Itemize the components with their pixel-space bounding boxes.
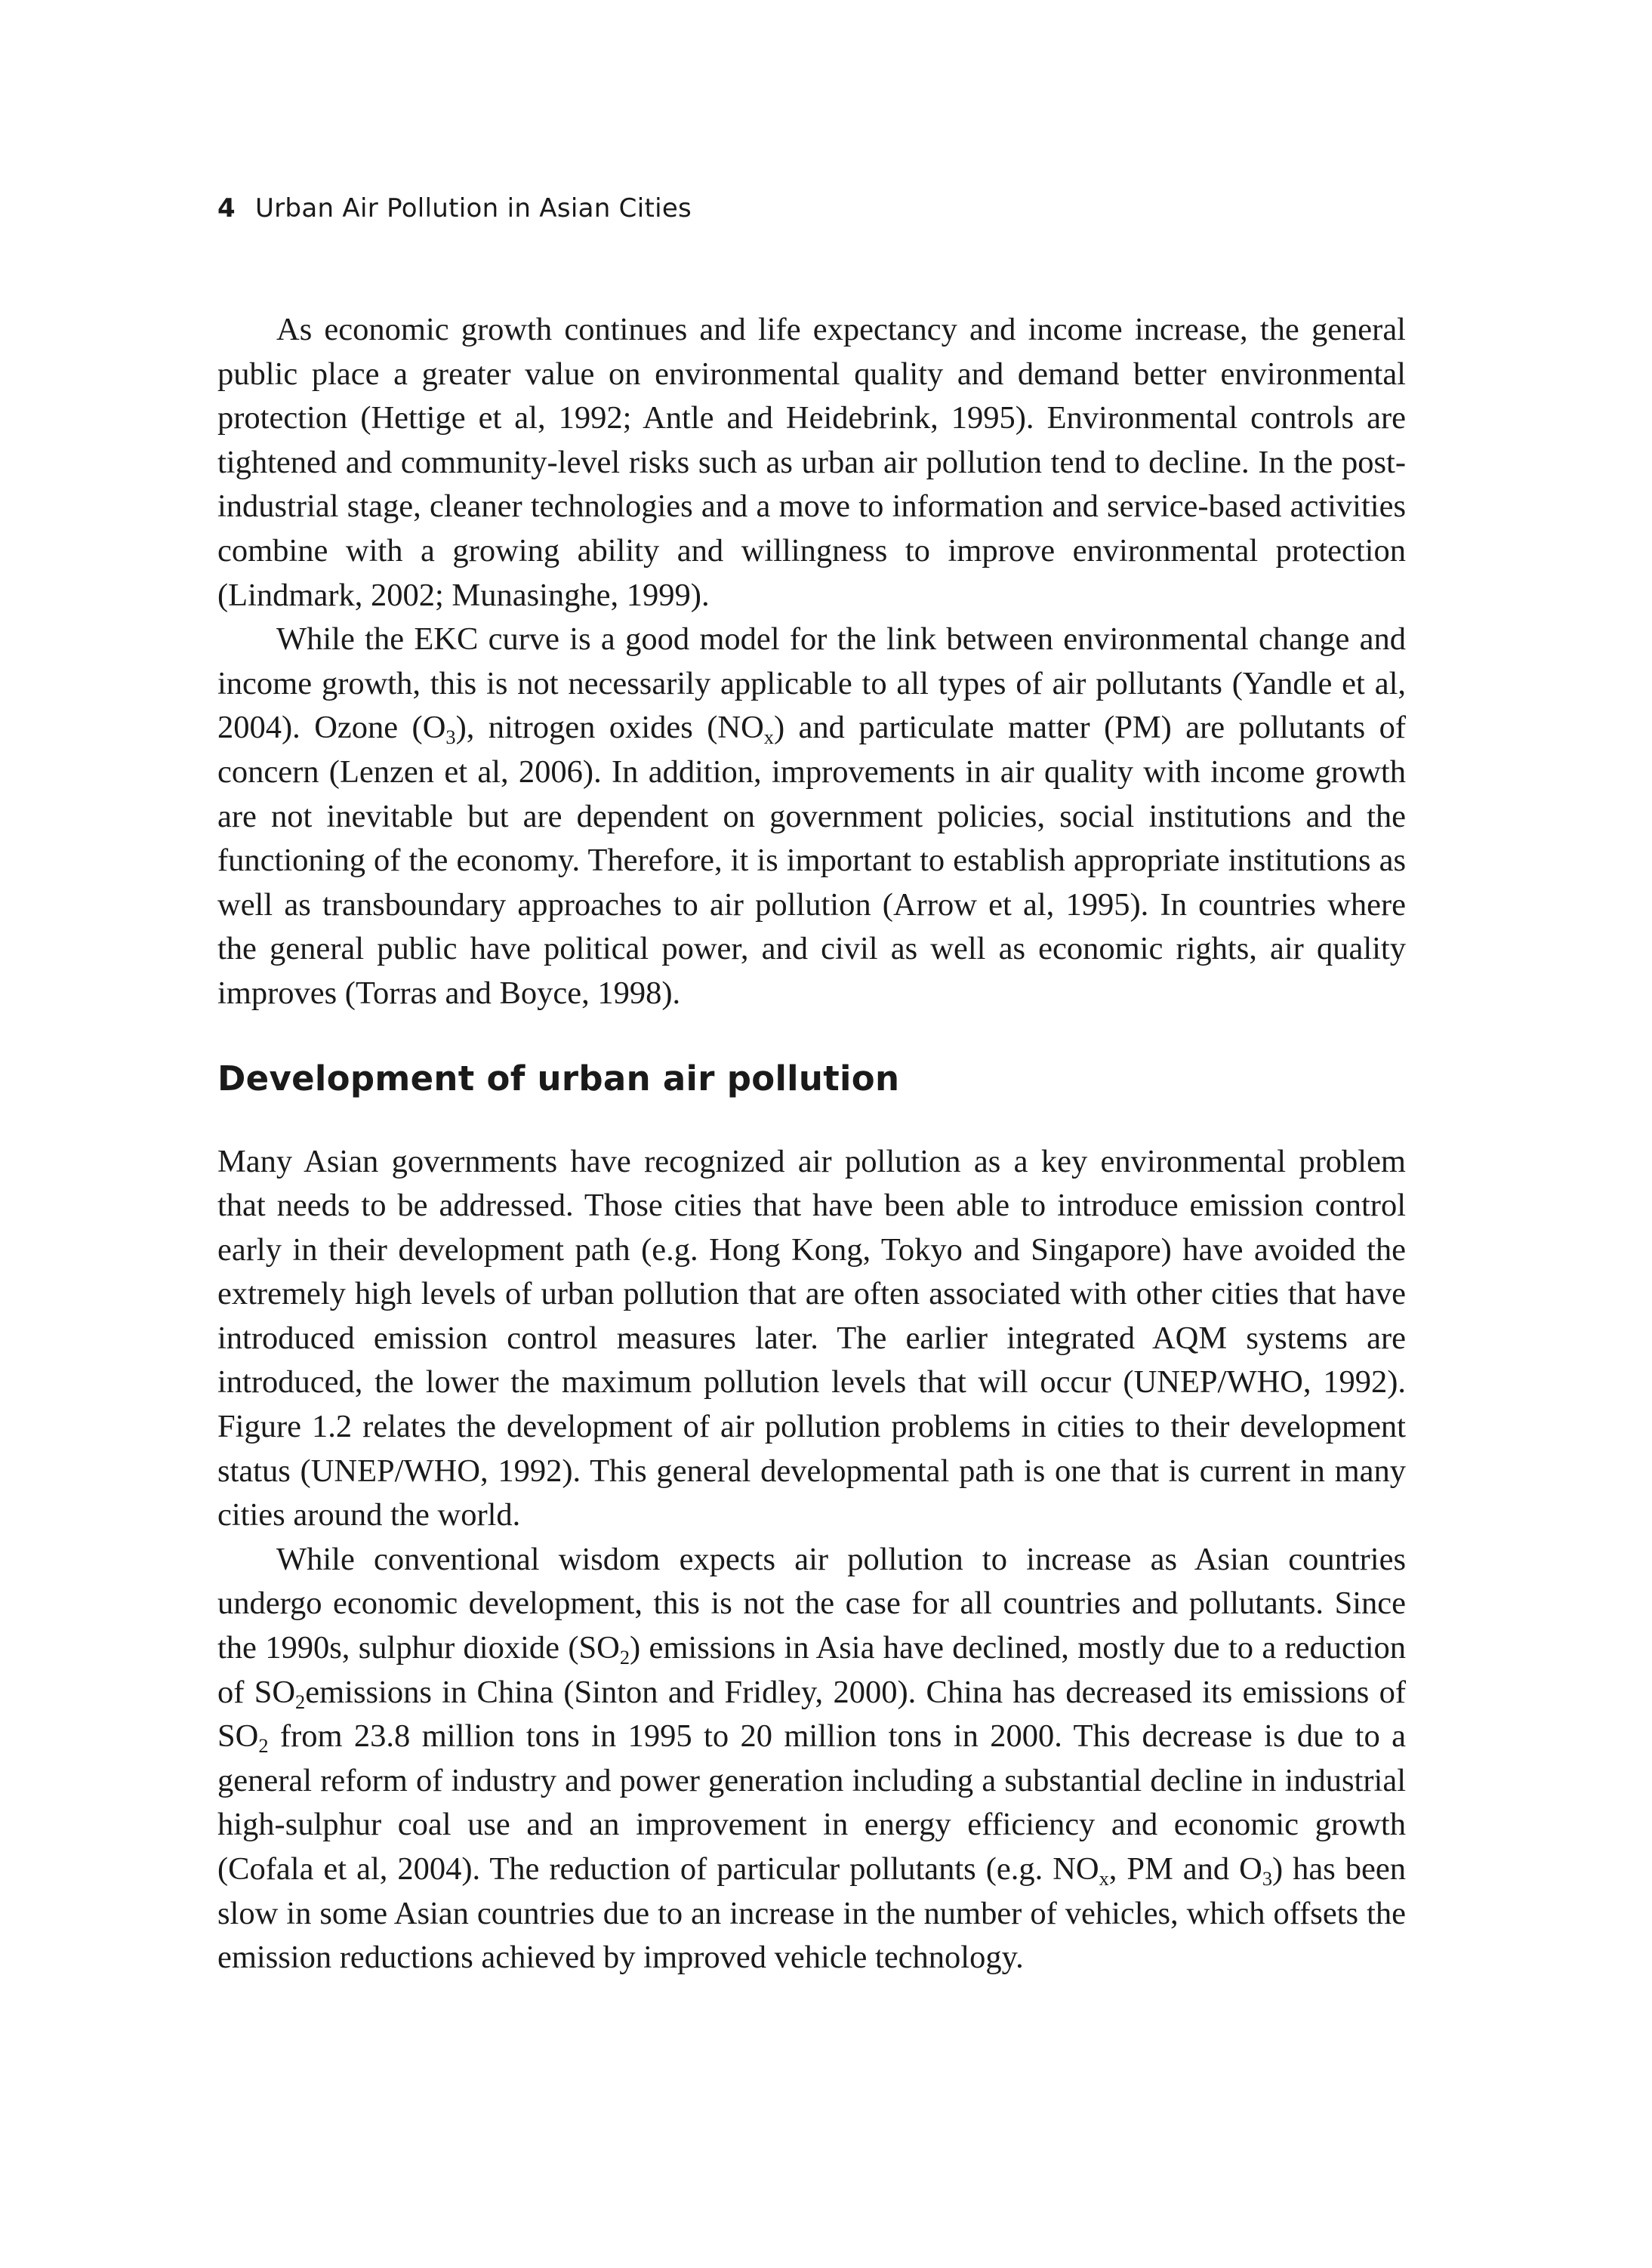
page-body [217,308,1406,1980]
subscript: 2 [619,1646,630,1669]
text-run: While the EKC curve is a good model for the link between environmental change and income growth, this is not necessarily applicable to all types of air pollutants (Yandle et al, 2004). Ozone (O [217,621,1406,746]
text-run: ) emissions in Asia have declined, mostly due to a reduction of SO [217,1630,1407,1710]
text-run: ) has been slow in some Asian countries due to an increase in the number of vehicles, which offsets the emission reductions achieved by improved vehicle technology. [217,1851,1406,1976]
subscript: 3 [445,726,456,749]
paragraph-conventional-wisdom [217,1538,1406,1980]
text-run: While conventional wisdom expects air pollution to increase as Asian countries undergo economic development, this is not the case for all countries and pollutants. Since the 1990s, sulphur dioxide (SO [217,1541,1406,1666]
paragraph-ekc-income: As economic growth continues and life expectancy and income increase, the general public place a greater value on environmental quality and demand better environmental protection (Hettige et al, 1992; Antle and Heidebrink, 1995). Environmental controls are tightened and community-level risks such as urban air pollution tend to decline. In the post-industrial stage, cleaner technologies and a move to information and service-based activities combine with a growing ability and willingness to improve environmental protection (Lindmark, 2002; Munasinghe, 1999). [217,312,1406,613]
section-heading: Development of urban air pollution [217,1058,900,1099]
subscript: 2 [295,1690,306,1713]
text-run: emissions in China (Sinton and Fridley, 2000). China has decreased its emissions of SO [217,1674,1406,1755]
text-run: ) and particulate matter (PM) are pollutants of concern (Lenzen et al, 2006). In addition, improvements in air quality with income growth are not inevitable but are dependent on government policies, social institutions and the functioning of the economy. Therefore, it is important to establish appropriate institutions as well as transboundary approaches to air pollution (Arrow et al, 1995). In countries where the general public have political power, and civil as well as economic rights, air quality improves (Torras and Boyce, 1998). [217,710,1406,1011]
text-run: , PM and O [1108,1851,1262,1887]
text-run: ), nitrogen oxides (NO [455,710,764,746]
subscript: x [763,726,774,749]
page-number: 4 [217,193,236,223]
subscript: x [1099,1867,1109,1890]
text-run: from 23.8 million tons in 1995 to 20 million tons in 2000. This decrease is due to a general reform of industry and power generation including a substantial decline in industrial high-sulphur coal use and an improvement in energy efficiency and economic growth (Cofala et al, 2004). The reduction of particular pollutants (e.g. NO [217,1718,1406,1887]
subscript: 3 [1262,1867,1272,1890]
paragraph-ekc-limits [217,618,1406,1015]
running-head-title: Urban Air Pollution in Asian Cities [254,193,692,223]
subscript: 2 [258,1735,269,1758]
paragraph-asian-governments: Many Asian governments have recognized air pollution as a key environmental problem that needs to be addressed. Those cities that have been able to introduce emission control early in their development path (e.g. Hong Kong, Tokyo and Singapore) have avoided the extremely high levels of urban pollution that are often associated with other cities that have introduced emission control measures later. The earlier integrated AQM systems are introduced, the lower the maximum pollution levels that will occur (UNEP/WHO, 1992). Figure 1.2 relates the development of air pollution problems in cities to their development status (UNEP/WHO, 1992). This general developmental path is one that is current in many cities around the world. [217,1143,1406,1533]
running-head [217,189,692,228]
